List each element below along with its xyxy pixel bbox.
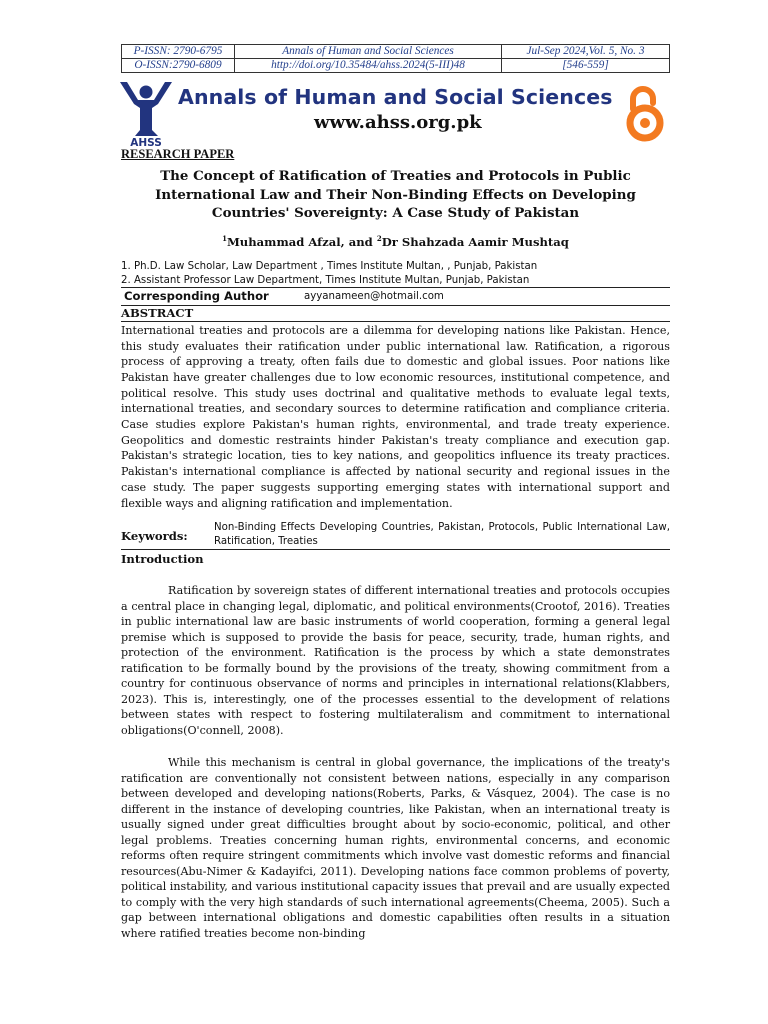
author-1: Muhammad Afzal,	[226, 234, 345, 249]
keywords-label: Keywords:	[121, 529, 188, 544]
journal-url[interactable]: www.ahss.org.pk	[314, 112, 482, 133]
paper-title: The Concept of Ratification of Treaties and Protocols in Public International Law and Their Non-Binding Effects on Developing Countries' Sovereignty: A Case Study of Pakistan	[155, 168, 636, 221]
affiliation-1: 1. Ph.D. Law Scholar, Law Department , Times Institute Multan, , Punjab, Pakistan	[121, 261, 538, 273]
introduction-paragraph-1: Ratification by sovereign states of different international treaties and protocols occupies a central place in changing legal, diplomatic, and political environments(Crootof, 2016). Treaties in public international law are basic instruments of world cooperation, forming a general legal premise which is supposed to provide the basis for peace, security, trade, human rights, and protection of the environment. Ratification is the process by which a state demonstrates ratification to be formally bound by the provisions of the treaty, showing commitment from a country for continuous observance of norms and principles in international relations(Klabbers, 2023). This is, interestingly, one of the processes essential to the development of relations between states with respect to fostering multilateralism and commitment to international obligations(O'connell, 2008).	[121, 584, 670, 737]
online-issn: O-ISSN:2790-6809	[122, 59, 235, 73]
journal-title: Annals of Human and Social Sciences	[178, 85, 613, 109]
author-2: Dr Shahzada Aamir Mushtaq	[381, 234, 569, 249]
ahss-logo-icon	[118, 80, 178, 148]
keywords-value: Non-Binding Effects Developing Countries, Pakistan, Protocols, Public International Law, Ratification, Treaties	[214, 522, 670, 547]
introduction-heading: Introduction	[121, 552, 204, 567]
logo-text: AHSS	[130, 137, 162, 148]
journal-header-table	[121, 44, 670, 73]
abstract-text: International treaties and protocols are a dilemma for developing nations like Pakistan. Hence, this study evaluates their ratification under public international law. Ratification, a rigorous process of approving a treaty, often fails due to domestic and global issues. Poor nations like Pakistan have greater challenges due to low economic resources, institutional competence, and political resolve. This study uses doctrinal and qualitative methods to evaluate legal texts, international treaties, and secondary sources to determine ratification and compliance criteria. Case studies explore Pakistan's human rights, environmental, and trade treaty experience. Geopolitics and domestic restraints hinder Pakistan's treaty compliance and execution gap. Pakistan's strategic location, ties to key nations, and geopolitics influence its treaty practices. Pakistan's international compliance is affected by national security and regional issues in the case study. The paper suggests supporting emerging states with international support and flexible ways and aligning ratification and implementation.	[121, 323, 670, 510]
author-and: and	[344, 234, 377, 249]
corresponding-author-row	[121, 288, 670, 306]
affiliation-2: 2. Assistant Professor Law Department, Times Institute Multan, Punjab, Pakistan	[121, 274, 670, 289]
header-journal-name: Annals of Human and Social Sciences	[235, 45, 502, 59]
corresponding-email[interactable]: ayyanameen@hotmail.com	[304, 291, 444, 303]
paper-type: RESEARCH PAPER	[121, 147, 235, 161]
affiliations	[121, 260, 670, 288]
keywords-row	[121, 521, 670, 550]
doi-link[interactable]: http://doi.org/10.35484/ahss.2024(5-III)48	[235, 59, 502, 73]
author-1-marker: 1	[222, 233, 227, 243]
author-line	[121, 232, 670, 249]
author-2-marker: 2	[376, 233, 382, 243]
journal-page	[121, 44, 670, 941]
masthead	[121, 77, 670, 149]
introduction-paragraph-2: While this mechanism is central in global governance, the implications of the treaty's ratification are conventionally not consistent between nations, especially in any comparison between developed and developing nations(Roberts, Parks, & Vásquez, 2004). The case is no different in the instance of developing countries, like Pakistan, when an international treaty is usually signed under great difficulties brought about by socio-economic, political, and other legal problems. Treaties concerning human rights, environmental concerns, and economic reforms often require stringent commitments which involve vast domestic reforms and financial resources(Abu-Nimer & Kadayifci, 2011). Developing nations face common problems of poverty, political instability, and various institutional capacity issues that prevail and are usually expected to comply with the very high standards of such international agreements(Cheema, 2005). Such a gap between international obligations and domestic capabilities often results in a situation where ratified treaties become non-binding	[121, 756, 670, 940]
print-issn: P-ISSN: 2790-6795	[122, 45, 235, 59]
corresponding-author-label: Corresponding Author	[124, 289, 269, 304]
abstract-heading: ABSTRACT	[121, 306, 670, 322]
issue-info: Jul-Sep 2024,Vol. 5, No. 3	[502, 45, 670, 59]
page-range: [546-559]	[502, 59, 670, 73]
open-access-icon	[621, 83, 669, 143]
